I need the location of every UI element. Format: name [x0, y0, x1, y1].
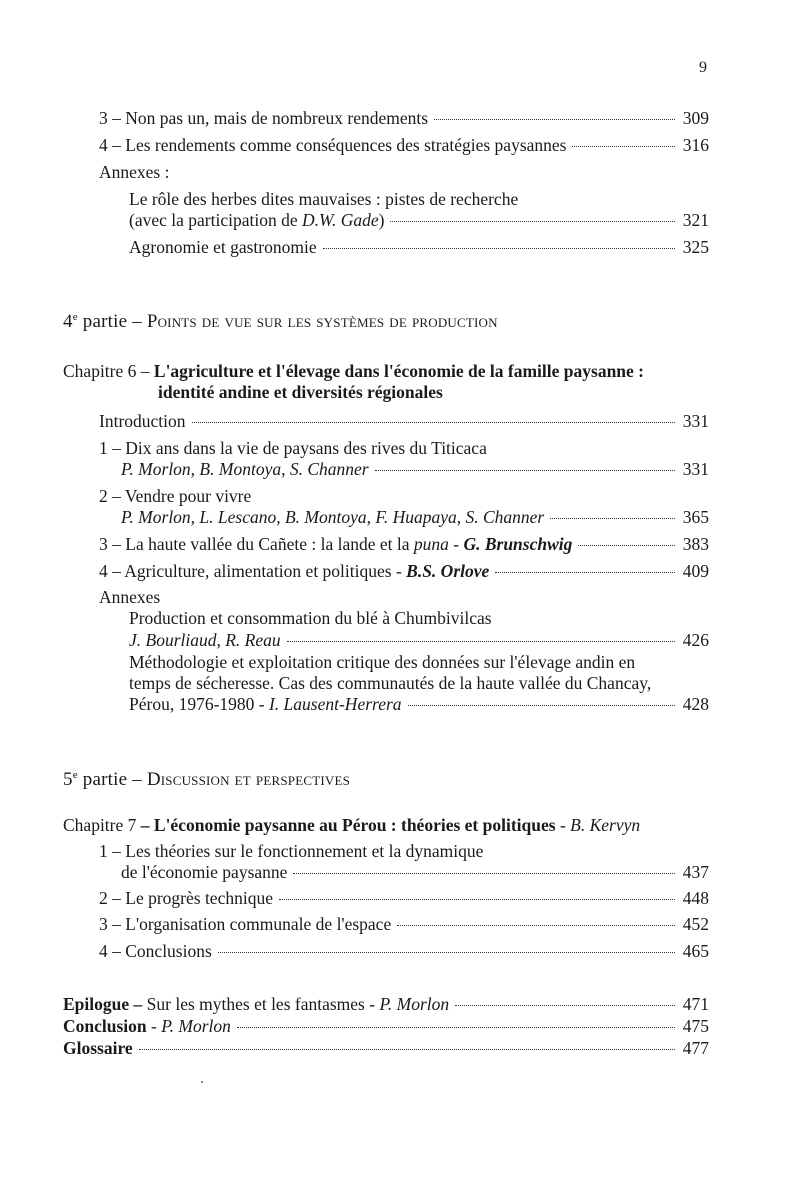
entry-author: G. Brunschwig [463, 534, 573, 554]
toc-entry-glossaire[interactable] [63, 1037, 709, 1059]
dot-leader [139, 1049, 675, 1050]
entry-title: 3 – La haute vallée du Cañete : la lande et la puna - G. Brunschwig [99, 534, 573, 554]
dot-leader [279, 899, 675, 900]
entry-title: 3 – Non pas un, mais de nombreux rendements [99, 108, 429, 128]
toc-entry[interactable] [129, 209, 709, 231]
part-title: Points de vue sur les systèmes de production [146, 311, 498, 332]
dot-leader [323, 248, 675, 249]
entry-title: (avec la participation de D.W. Gade) [129, 210, 385, 230]
toc-entry[interactable] [121, 458, 709, 480]
chapter-7-heading[interactable]: Chapitre 7 – L'économie paysanne au Pérou : théories et politiques - B. Kervyn [63, 815, 641, 835]
entry-title: 4 – Conclusions [99, 941, 212, 961]
entry-title: 2 – Le progrès technique [99, 888, 273, 908]
entry-page: 365 [682, 507, 709, 527]
entry-title: Production et consommation du blé à Chumbivilcas [129, 608, 492, 628]
part-title: Discussion et perspectives [146, 769, 351, 790]
entry-title: 1 – Dix ans dans la vie de paysans des rives du Titicaca [99, 438, 487, 458]
dot-leader [578, 545, 675, 546]
chapter-6-heading[interactable]: Chapitre 6 – L'agriculture et l'élevage dans l'économie de la famille paysanne : [63, 361, 645, 381]
entry-author: P. Morlon, L. Lescano, B. Montoya, F. Huapaya, S. Channer [121, 507, 545, 527]
entry-title: 4 – Agriculture, alimentation et politiques - B.S. Orlove [99, 561, 490, 581]
annexes-label: Annexes [99, 587, 161, 607]
entry-page: 426 [682, 630, 709, 650]
chapter-author: B. Kervyn [570, 815, 641, 835]
dot-leader [397, 925, 675, 926]
dot-leader [192, 422, 675, 423]
entry-page: 331 [682, 411, 709, 431]
entry-author: I. Lausent-Herrera [268, 694, 402, 714]
annexes-label: Annexes : [99, 162, 170, 182]
scan-speck [201, 1081, 203, 1083]
chapter-title: identité andine et diversités régionales [158, 382, 443, 402]
entry-page: 428 [682, 694, 709, 714]
dot-leader [495, 572, 675, 573]
toc-entry[interactable] [121, 506, 709, 528]
entry-title: Introduction [99, 411, 186, 431]
entry-page: 448 [682, 888, 709, 908]
dot-leader [572, 146, 675, 147]
chapter-title: L'agriculture et l'élevage dans l'économie de la famille paysanne : [153, 361, 645, 381]
entry-page: 475 [682, 1016, 709, 1036]
toc-entry[interactable] [99, 940, 709, 962]
entry-page: 465 [682, 941, 709, 961]
toc-entry-conclusion[interactable] [63, 1015, 709, 1037]
toc-entry-epilogue[interactable] [63, 993, 709, 1015]
entry-page: 325 [682, 237, 709, 257]
dot-leader [287, 641, 675, 642]
entry-title: Conclusion - P. Morlon [63, 1016, 231, 1036]
entry-author: P. Morlon [379, 994, 450, 1014]
entry-page: 383 [682, 534, 709, 554]
dot-leader [375, 470, 675, 471]
entry-title: temps de sécheresse. Cas des communautés de la haute vallée du Chancay, [129, 673, 652, 693]
entry-title: de l'économie paysanne [121, 862, 288, 882]
entry-author: P. Morlon, B. Montoya, S. Channer [121, 459, 369, 479]
toc-entry[interactable] [99, 887, 709, 909]
dot-leader [390, 221, 675, 222]
entry-title: Méthodologie et exploitation critique des données sur l'élevage andin en [129, 652, 636, 672]
entry-page: 477 [682, 1038, 709, 1058]
entry-title: 1 – Les théories sur le fonctionnement et la dynamique [99, 841, 484, 861]
entry-title: Le rôle des herbes dites mauvaises : pistes de recherche [129, 189, 519, 209]
dot-leader [434, 119, 675, 120]
entry-page: 321 [682, 210, 709, 230]
dot-leader [455, 1005, 675, 1006]
toc-entry[interactable] [99, 410, 709, 432]
toc-entry[interactable] [129, 236, 709, 258]
entry-page: 331 [682, 459, 709, 479]
entry-title: 3 – L'organisation communale de l'espace [99, 914, 392, 934]
toc-entry[interactable] [99, 913, 709, 935]
entry-page: 437 [682, 862, 709, 882]
toc-entry[interactable] [129, 693, 709, 715]
entry-title: Pérou, 1976-1980 - I. Lausent-Herrera [129, 694, 402, 714]
entry-author: D.W. Gade [301, 210, 379, 230]
entry-title: 4 – Les rendements comme conséquences des stratégies paysannes [99, 135, 567, 155]
dot-leader [550, 518, 675, 519]
entry-title: Glossaire [63, 1038, 133, 1058]
entry-page: 452 [682, 914, 709, 934]
dot-leader [293, 873, 675, 874]
entry-page: 409 [682, 561, 709, 581]
part-4-heading[interactable]: 4e partie – Points de vue sur les systèmes de production [63, 311, 498, 332]
page-number: 9 [699, 59, 707, 76]
toc-entry[interactable] [121, 861, 709, 883]
toc-entry[interactable] [99, 533, 709, 555]
entry-title: Epilogue – Sur les mythes et les fantasmes - P. Morlon [63, 994, 450, 1014]
entry-page: 309 [682, 108, 709, 128]
part-5-heading[interactable]: 5e partie – Discussion et perspectives [63, 769, 351, 790]
dot-leader [237, 1027, 675, 1028]
dot-leader [218, 952, 675, 953]
entry-title: Agronomie et gastronomie [129, 237, 317, 257]
toc-entry[interactable] [99, 134, 709, 156]
entry-page: 471 [682, 994, 709, 1014]
entry-title: 2 – Vendre pour vivre [99, 486, 252, 506]
entry-page: 316 [682, 135, 709, 155]
entry-author: J. Bourliaud, R. Reau [129, 630, 281, 650]
toc-entry[interactable] [99, 560, 709, 582]
chapter-title: – L'économie paysanne au Pérou : théories et politiques [140, 815, 556, 835]
dot-leader [408, 705, 675, 706]
entry-author: B.S. Orlove [406, 561, 490, 581]
toc-entry[interactable] [99, 107, 709, 129]
entry-author: P. Morlon [161, 1016, 231, 1036]
toc-entry[interactable] [129, 629, 709, 651]
